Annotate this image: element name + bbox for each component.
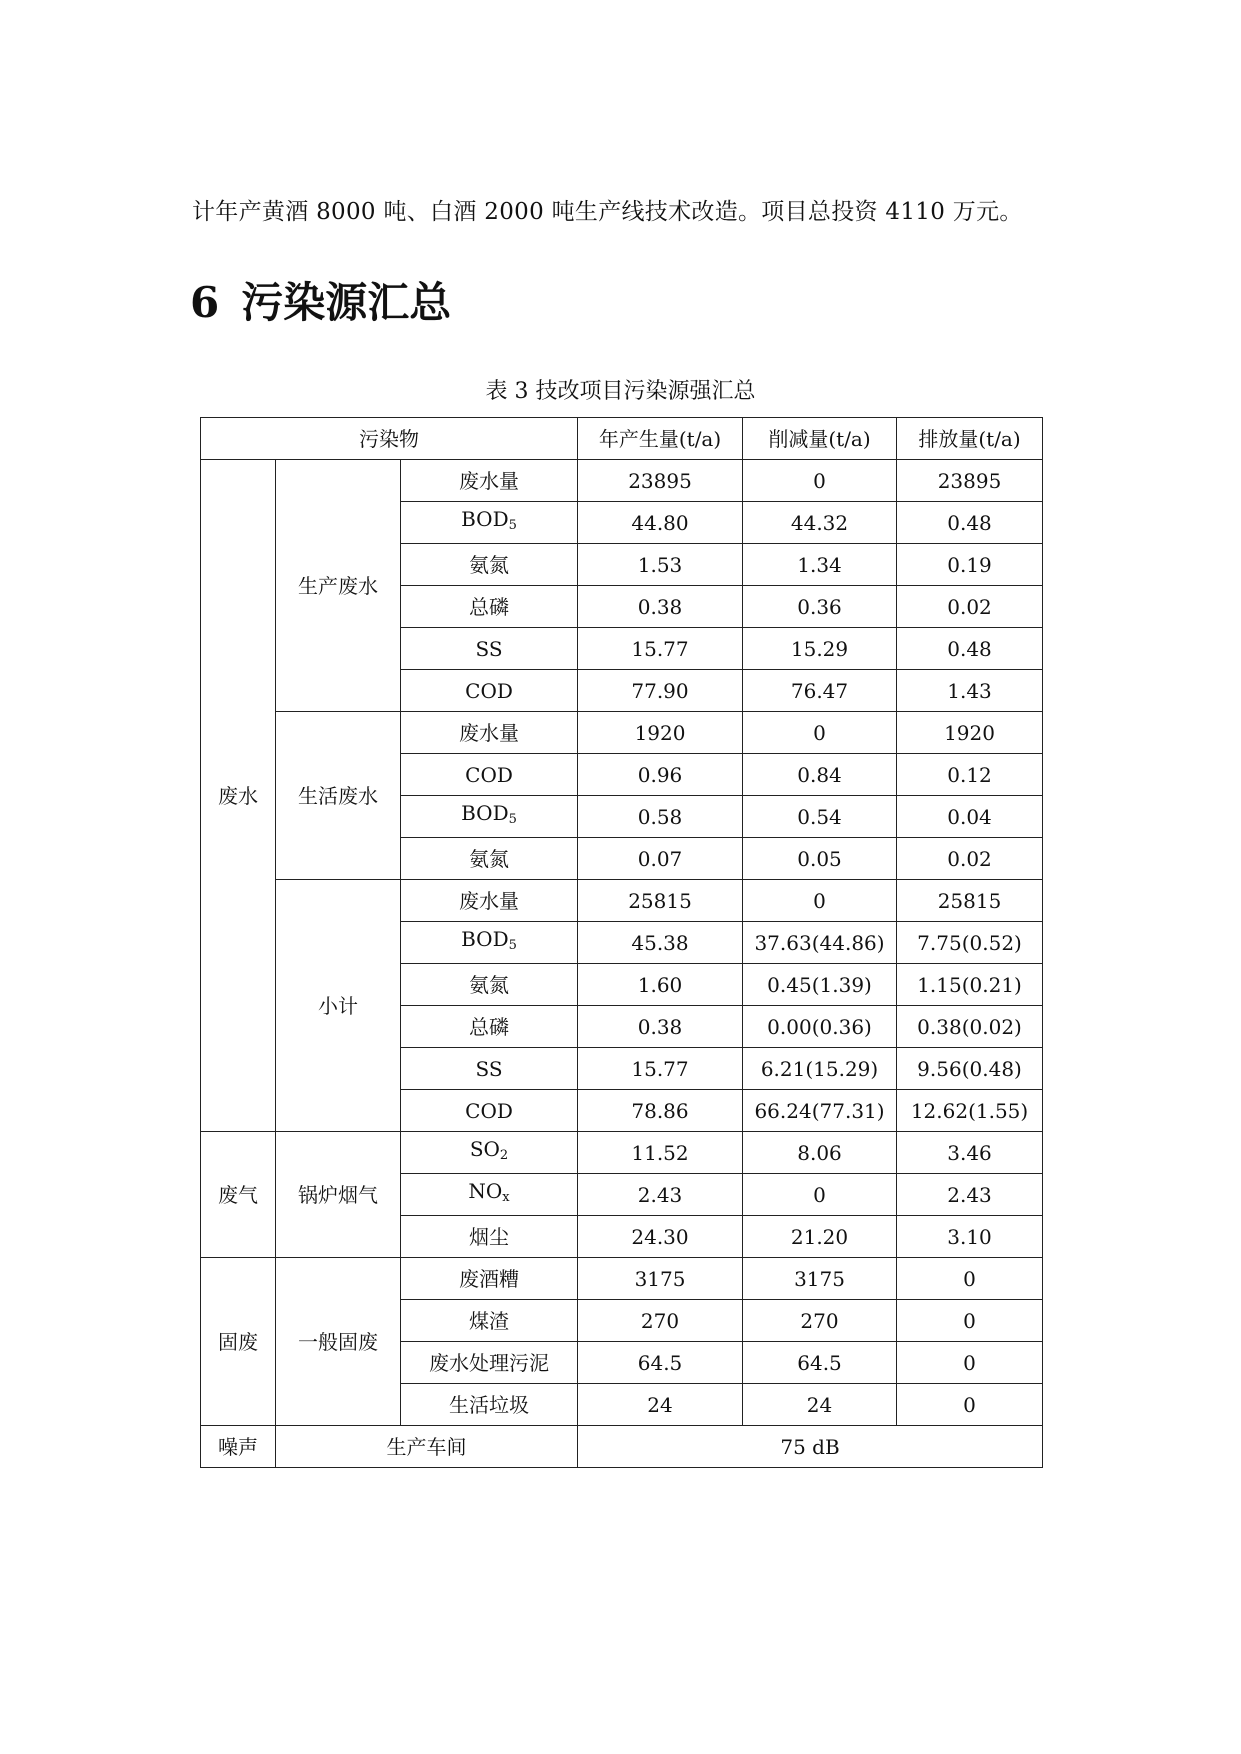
- header-emitted: 排放量(t/a): [897, 418, 1043, 460]
- reduced-cell: 3175: [743, 1258, 897, 1300]
- emitted-cell: 0.04: [897, 796, 1043, 838]
- emitted-cell: 7.75(0.52): [897, 922, 1043, 964]
- pollutant-cell: [401, 922, 578, 964]
- reduced-cell: 0: [743, 1174, 897, 1216]
- pollutant-name: 生活垃圾: [449, 1392, 529, 1417]
- pollutant-cell: [401, 964, 578, 1006]
- reduced-cell: 24: [743, 1384, 897, 1426]
- table-header-row: [201, 418, 1043, 460]
- emitted-cell: 3.46: [897, 1132, 1043, 1174]
- pollutant-subscript: 2: [499, 1148, 509, 1163]
- reduced-cell: 0.36: [743, 586, 897, 628]
- pollutant-cell: [401, 1342, 578, 1384]
- reduced-cell: 0: [743, 880, 897, 922]
- pollutant-cell: [401, 1174, 578, 1216]
- category-cell: 噪声: [201, 1426, 276, 1468]
- pollutant-name: COD: [465, 762, 513, 787]
- emitted-cell: 0: [897, 1384, 1043, 1426]
- produced-cell: 15.77: [578, 1048, 743, 1090]
- pollutant-cell: [401, 712, 578, 754]
- reduced-cell: 0.84: [743, 754, 897, 796]
- pollutant-name: BOD: [461, 927, 509, 951]
- produced-cell: 78.86: [578, 1090, 743, 1132]
- pollution-source-table: [200, 417, 1043, 1468]
- reduced-cell: 0: [743, 460, 897, 502]
- emitted-cell: 0.48: [897, 502, 1043, 544]
- pollutant-name: 废水处理污泥: [429, 1350, 549, 1375]
- reduced-cell: 270: [743, 1300, 897, 1342]
- produced-cell: 1.60: [578, 964, 743, 1006]
- subgroup-cell: 生产废水: [276, 460, 401, 712]
- produced-cell: 2.43: [578, 1174, 743, 1216]
- section-heading: [190, 275, 451, 331]
- reduced-cell: 0.45(1.39): [743, 964, 897, 1006]
- section-title: 污染源汇总: [241, 278, 452, 327]
- pollutant-name: SO: [469, 1137, 500, 1161]
- table-row: [201, 1258, 1043, 1300]
- pollutant-name: COD: [465, 678, 513, 703]
- header-reduced: 削减量(t/a): [743, 418, 897, 460]
- emitted-cell: 0: [897, 1342, 1043, 1384]
- reduced-cell: 0.05: [743, 838, 897, 880]
- pollutant-cell: [401, 670, 578, 712]
- produced-cell: 24: [578, 1384, 743, 1426]
- reduced-cell: 76.47: [743, 670, 897, 712]
- pollutant-name: NO: [468, 1179, 503, 1203]
- produced-cell: 0.38: [578, 586, 743, 628]
- reduced-cell: 66.24(77.31): [743, 1090, 897, 1132]
- reduced-cell: 0: [743, 712, 897, 754]
- subgroup-cell: 锅炉烟气: [276, 1132, 401, 1258]
- produced-cell: 1.53: [578, 544, 743, 586]
- emitted-cell: 0: [897, 1258, 1043, 1300]
- subgroup-cell: 生活废水: [276, 712, 401, 880]
- reduced-cell: 64.5: [743, 1342, 897, 1384]
- pollutant-name: 氨氮: [469, 972, 509, 997]
- emitted-cell: 0.38(0.02): [897, 1006, 1043, 1048]
- pollutant-cell: [401, 754, 578, 796]
- pollutant-cell: [401, 1258, 578, 1300]
- pollutant-cell: [401, 460, 578, 502]
- pollutant-subscript: x: [502, 1190, 510, 1205]
- pollutant-cell: [401, 586, 578, 628]
- produced-cell: 0.58: [578, 796, 743, 838]
- reduced-cell: 8.06: [743, 1132, 897, 1174]
- produced-cell: 0.96: [578, 754, 743, 796]
- table-row: [201, 1132, 1043, 1174]
- section-number: 6: [190, 278, 220, 327]
- pollutant-name: SS: [475, 1056, 503, 1081]
- table-row: [201, 712, 1043, 754]
- emitted-cell: 9.56(0.48): [897, 1048, 1043, 1090]
- pollutant-name: 总磷: [469, 594, 509, 619]
- pollutant-name: 氨氮: [469, 552, 509, 577]
- noise-source-cell: 生产车间: [276, 1426, 578, 1468]
- pollutant-cell: [401, 502, 578, 544]
- pollutant-cell: [401, 1300, 578, 1342]
- emitted-cell: 0: [897, 1300, 1043, 1342]
- produced-cell: 11.52: [578, 1132, 743, 1174]
- produced-cell: 0.38: [578, 1006, 743, 1048]
- pollutant-cell: [401, 880, 578, 922]
- produced-cell: 25815: [578, 880, 743, 922]
- reduced-cell: 21.20: [743, 1216, 897, 1258]
- reduced-cell: 0.54: [743, 796, 897, 838]
- pollutant-cell: [401, 1048, 578, 1090]
- pollutant-name: 煤渣: [469, 1308, 509, 1333]
- reduced-cell: 1.34: [743, 544, 897, 586]
- emitted-cell: 3.10: [897, 1216, 1043, 1258]
- produced-cell: 23895: [578, 460, 743, 502]
- pollutant-cell: [401, 1006, 578, 1048]
- emitted-cell: 1920: [897, 712, 1043, 754]
- table-row: [201, 880, 1043, 922]
- produced-cell: 270: [578, 1300, 743, 1342]
- emitted-cell: 2.43: [897, 1174, 1043, 1216]
- emitted-cell: 12.62(1.55): [897, 1090, 1043, 1132]
- pollutant-name: SS: [475, 636, 503, 661]
- header-pollutant: 污染物: [201, 418, 578, 460]
- emitted-cell: 25815: [897, 880, 1043, 922]
- pollutant-cell: [401, 1132, 578, 1174]
- table-row: [201, 460, 1043, 502]
- table-caption: 表 3 技改项目污染源强汇总: [485, 379, 756, 404]
- emitted-cell: 1.15(0.21): [897, 964, 1043, 1006]
- pollutant-name: 氨氮: [469, 846, 509, 871]
- pollutant-name: 废水量: [459, 720, 519, 745]
- reduced-cell: 44.32: [743, 502, 897, 544]
- emitted-cell: 0.12: [897, 754, 1043, 796]
- header-produced: 年产生量(t/a): [578, 418, 743, 460]
- pollutant-name: COD: [465, 1098, 513, 1123]
- pollutant-cell: [401, 1384, 578, 1426]
- produced-cell: 45.38: [578, 922, 743, 964]
- produced-cell: 3175: [578, 1258, 743, 1300]
- category-cell: 废气: [201, 1132, 276, 1258]
- produced-cell: 0.07: [578, 838, 743, 880]
- emitted-cell: 0.02: [897, 838, 1043, 880]
- produced-cell: 64.5: [578, 1342, 743, 1384]
- pollutant-cell: [401, 1216, 578, 1258]
- reduced-cell: 6.21(15.29): [743, 1048, 897, 1090]
- produced-cell: 77.90: [578, 670, 743, 712]
- produced-cell: 24.30: [578, 1216, 743, 1258]
- pollutant-subscript: 5: [508, 812, 517, 827]
- pollutant-name: BOD: [461, 507, 509, 531]
- pollutant-name: 废酒糟: [459, 1266, 519, 1291]
- pollutant-name: 烟尘: [469, 1224, 509, 1249]
- produced-cell: 44.80: [578, 502, 743, 544]
- reduced-cell: 0.00(0.36): [743, 1006, 897, 1048]
- reduced-cell: 15.29: [743, 628, 897, 670]
- produced-cell: 1920: [578, 712, 743, 754]
- category-cell: 废水: [201, 460, 276, 1132]
- pollutant-subscript: 5: [508, 518, 517, 533]
- emitted-cell: 0.02: [897, 586, 1043, 628]
- pollutant-cell: [401, 796, 578, 838]
- emitted-cell: 1.43: [897, 670, 1043, 712]
- subgroup-cell: 小计: [276, 880, 401, 1132]
- pollutant-cell: [401, 838, 578, 880]
- pollutant-name: 废水量: [459, 888, 519, 913]
- pollutant-name: BOD: [461, 801, 509, 825]
- reduced-cell: 37.63(44.86): [743, 922, 897, 964]
- subgroup-cell: 一般固废: [276, 1258, 401, 1426]
- pollutant-name: 废水量: [459, 468, 519, 493]
- pollutant-subscript: 5: [508, 938, 517, 953]
- emitted-cell: 0.48: [897, 628, 1043, 670]
- pollutant-cell: [401, 628, 578, 670]
- pollutant-cell: [401, 1090, 578, 1132]
- emitted-cell: 0.19: [897, 544, 1043, 586]
- emitted-cell: 23895: [897, 460, 1043, 502]
- category-cell: 固废: [201, 1258, 276, 1426]
- pollutant-cell: [401, 544, 578, 586]
- pollutant-name: 总磷: [469, 1014, 509, 1039]
- noise-value-cell: 75 dB: [578, 1426, 1043, 1468]
- produced-cell: 15.77: [578, 628, 743, 670]
- intro-paragraph: 计年产黄酒 8000 吨、白酒 2000 吨生产线技术改造。项目总投资 4110 万元。: [192, 199, 1023, 225]
- noise-row: [201, 1426, 1043, 1468]
